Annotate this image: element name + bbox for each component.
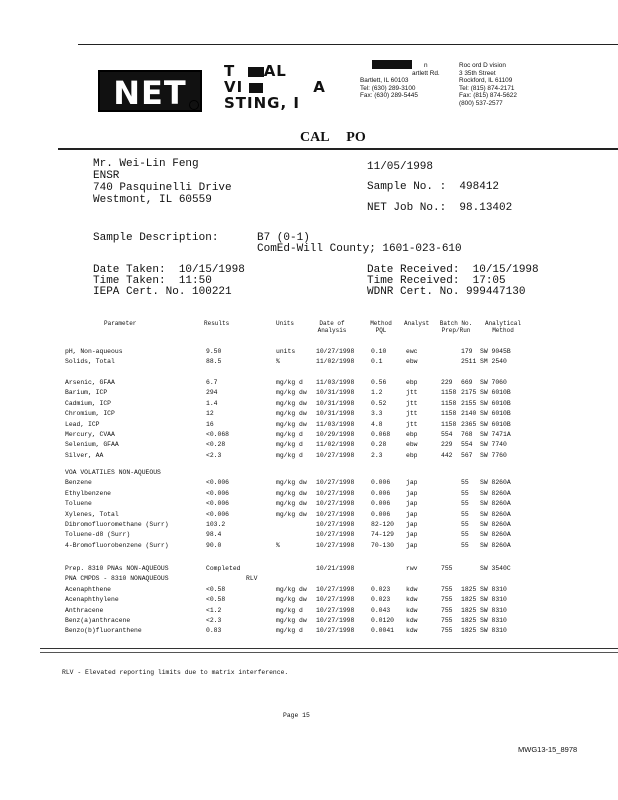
cell-parameter: Solids, Total xyxy=(65,358,115,366)
cell-result: 12 xyxy=(206,410,214,418)
cell-method: SW 7060 xyxy=(480,379,507,386)
cell-pql: 0.006 xyxy=(371,479,391,487)
iepa-cert: IEPA Cert. No. 100221 xyxy=(93,286,232,298)
time-received: Time Received: 17:05 xyxy=(367,275,506,287)
cell-parameter: Acenaphthylene xyxy=(65,596,119,604)
cell-units: mg/kg dw xyxy=(276,596,307,604)
cell-result: 294 xyxy=(206,389,218,397)
title-rule xyxy=(58,148,618,150)
cell-batch-run: 1825 xyxy=(461,585,477,593)
sample-description-line1: B7 (0-1) xyxy=(257,232,310,244)
cell-pql: 0.0120 xyxy=(371,617,395,624)
cell-method: SW 8310 xyxy=(480,606,507,614)
cell-method: SW 8310 xyxy=(480,585,507,593)
cell-method: SW 8260A xyxy=(480,521,511,528)
date-taken: Date Taken: 10/15/1998 xyxy=(93,264,245,276)
cell-method: SW 6010B xyxy=(480,389,511,397)
cell-parameter: Cadmium, ICP xyxy=(65,399,112,407)
cell-analyst: jap xyxy=(406,531,418,539)
cell-parameter: Dibromofluoromethane (Surr) xyxy=(65,521,169,528)
table-row xyxy=(0,479,618,489)
cell-pql: 0.068 xyxy=(371,431,391,438)
cell-units: mg/kg dw xyxy=(276,617,307,624)
wdnr-cert: WDNR Cert. No. 999447130 xyxy=(367,286,526,298)
cell-units: mg/kg d xyxy=(276,627,303,635)
table-row xyxy=(0,358,618,368)
cell-batch-prep: 229 xyxy=(441,441,453,449)
cell-analyst: ebp xyxy=(406,431,418,438)
group-title-analyst: rwv xyxy=(406,565,418,572)
bartlett-address: n artlett Rd. Bartlett, IL 60103 Tel: (630) 289-3100 Fax: (630) 289-5445 xyxy=(360,62,440,100)
cell-parameter: Selenium, GFAA xyxy=(65,441,119,449)
cell-pql: 0.043 xyxy=(371,606,391,614)
table-row xyxy=(0,441,618,451)
cell-date: 11/03/1998 xyxy=(316,379,355,386)
cell-result: 98.4 xyxy=(206,531,222,539)
cell-date: 10/27/1998 xyxy=(316,617,355,624)
cell-units: mg/kg dw xyxy=(276,479,307,487)
cell-result: <0.58 xyxy=(206,585,226,593)
col-header-batch: Batch No. Prep/Run xyxy=(439,320,473,334)
cell-parameter: Chromium, ICP xyxy=(65,410,115,418)
group-title-result: Completed xyxy=(206,565,241,572)
table-row xyxy=(0,596,618,606)
cell-analyst: jtt xyxy=(406,420,418,428)
cell-units: mg/kg d xyxy=(276,431,303,438)
cell-analyst: jap xyxy=(406,541,418,549)
cell-batch-prep: 229 xyxy=(441,379,453,386)
client-company: ENSR xyxy=(93,170,120,182)
cell-batch-run: 2140 xyxy=(461,410,477,418)
table-row xyxy=(0,627,618,637)
cell-units: mg/kg dw xyxy=(276,500,307,508)
cell-batch-prep: 755 xyxy=(441,585,453,593)
cell-parameter: 4-Bromofluorobenzene (Surr) xyxy=(65,541,169,549)
group-subtitle-text: PNA CMPDS - 8310 NONAQUEOUS xyxy=(65,575,169,583)
cell-parameter: Toluene xyxy=(65,500,92,508)
table-row xyxy=(0,421,618,431)
job-no: NET Job No.: 98.13402 xyxy=(367,202,513,214)
cell-batch-run: 179 xyxy=(461,348,473,355)
cell-result: <2.3 xyxy=(206,617,222,624)
footer-rule-2 xyxy=(40,652,618,653)
cell-pql: 1.2 xyxy=(371,389,383,397)
cell-date: 10/31/1998 xyxy=(316,399,355,407)
table-row xyxy=(0,617,618,627)
client-street: 740 Pasquinelli Drive xyxy=(93,182,232,194)
group-subtitle-note: RLV xyxy=(246,575,258,583)
logo-text: NET xyxy=(113,74,187,112)
letterhead-rule xyxy=(78,44,618,45)
cell-parameter: Benz(a)anthracene xyxy=(65,617,131,624)
cell-pql: 74-129 xyxy=(371,531,395,539)
col-header-method-pql: Method PQL xyxy=(370,320,392,334)
footnote: RLV - Elevated reporting limits due to matrix interference. xyxy=(62,669,289,676)
cell-result: <0.006 xyxy=(206,479,230,487)
cell-analyst: ewc xyxy=(406,348,418,355)
cell-units: mg/kg d xyxy=(276,451,303,459)
cell-method: SW 8260A xyxy=(480,531,511,539)
cell-pql: 0.023 xyxy=(371,596,391,604)
cell-batch-run: 2511 xyxy=(461,358,477,366)
cell-analyst: jap xyxy=(406,521,418,528)
cell-batch-run: 768 xyxy=(461,431,473,438)
footer-rule xyxy=(40,648,618,649)
cell-analyst: jap xyxy=(406,500,418,508)
cell-date: 10/27/1998 xyxy=(316,627,355,635)
group-title-batch: 755 xyxy=(441,565,453,572)
cell-analyst: ebp xyxy=(406,451,418,459)
cell-pql: 70-130 xyxy=(371,541,395,549)
cell-analyst: ebw xyxy=(406,441,418,449)
cell-pql: 0.28 xyxy=(371,441,387,449)
cell-units: % xyxy=(276,541,280,549)
cell-pql: 3.3 xyxy=(371,410,383,418)
rockford-address: Roc ord D vision 3 35th Street Rockford, IL 61109 Tel: (815) 874-2171 Fax: (815) 874-5622 (800) 537-2577 xyxy=(459,62,517,107)
cell-batch-run: 55 xyxy=(461,541,469,549)
cell-batch-prep: 755 xyxy=(441,627,453,635)
cell-batch-prep: 1158 xyxy=(441,410,457,418)
cell-pql: 0.10 xyxy=(371,348,387,355)
table-row xyxy=(0,542,618,552)
cell-parameter: Acenaphthene xyxy=(65,585,112,593)
table-row xyxy=(0,389,618,399)
cell-units: mg/kg d xyxy=(276,606,303,614)
cell-batch-run: 1825 xyxy=(461,627,477,635)
cell-analyst: ebp xyxy=(406,379,418,386)
cell-date: 10/27/1998 xyxy=(316,606,355,614)
col-header-date: Date of Analysis xyxy=(317,320,347,334)
cell-units: mg/kg d xyxy=(276,441,303,449)
cell-batch-prep: 442 xyxy=(441,451,453,459)
cell-result: 16 xyxy=(206,420,214,428)
cell-analyst: kdw xyxy=(406,585,418,593)
cell-result: <0.28 xyxy=(206,441,226,449)
cell-parameter: Mercury, CVAA xyxy=(65,431,115,438)
cell-batch-run: 2365 xyxy=(461,420,477,428)
cell-method: SW 8260A xyxy=(480,510,511,518)
cell-method: SW 6010B xyxy=(480,410,511,418)
table-row xyxy=(0,348,618,358)
cell-pql: 0.006 xyxy=(371,489,391,497)
cell-batch-run: 669 xyxy=(461,379,473,386)
cell-batch-run: 1825 xyxy=(461,596,477,604)
cell-method: SW 8260A xyxy=(480,500,511,508)
cell-analyst: jap xyxy=(406,479,418,487)
cell-result: 9.50 xyxy=(206,348,222,355)
cell-parameter: Benzene xyxy=(65,479,92,487)
cell-parameter: Xylenes, Total xyxy=(65,510,119,518)
cell-result: 88.5 xyxy=(206,358,222,366)
cell-batch-run: 55 xyxy=(461,521,469,528)
cell-analyst: jap xyxy=(406,510,418,518)
cell-batch-run: 55 xyxy=(461,500,469,508)
cell-method: SW 6010B xyxy=(480,399,511,407)
cell-batch-run: 55 xyxy=(461,510,469,518)
cell-pql: 0.006 xyxy=(371,500,391,508)
cell-result: 0.83 xyxy=(206,627,222,635)
group-title-method: SW 3540C xyxy=(480,565,511,572)
cell-batch-prep: 755 xyxy=(441,617,453,624)
cell-date: 11/02/1998 xyxy=(316,441,355,449)
cell-parameter: Lead, ICP xyxy=(65,420,100,428)
group-subtitle xyxy=(0,575,618,585)
client-name: Mr. Wei-Lin Feng xyxy=(93,158,199,170)
cell-result: 90.0 xyxy=(206,541,222,549)
cell-batch-run: 1825 xyxy=(461,617,477,624)
sample-no: Sample No. : 498412 xyxy=(367,181,500,193)
cell-result: <0.58 xyxy=(206,596,226,604)
cell-date: 10/31/1998 xyxy=(316,410,355,418)
cell-units: mg/kg d xyxy=(276,379,303,386)
cell-result: <0.068 xyxy=(206,431,230,438)
cell-analyst: ebw xyxy=(406,358,418,366)
cell-batch-run: 554 xyxy=(461,441,473,449)
company-name-line2: VI A xyxy=(224,78,326,96)
cell-analyst: kdw xyxy=(406,606,418,614)
cell-date: 10/27/1998 xyxy=(316,451,355,459)
cell-method: SW 9045B xyxy=(480,348,511,355)
client-city: Westmont, IL 60559 xyxy=(93,194,212,206)
cell-batch-run: 2155 xyxy=(461,399,477,407)
net-logo xyxy=(98,70,202,112)
cell-method: SW 8310 xyxy=(480,596,507,604)
cell-analyst: jtt xyxy=(406,399,418,407)
col-header-analytical-method: Analytical Method xyxy=(484,320,521,334)
cell-analyst: jtt xyxy=(406,410,418,418)
cell-result: <0.006 xyxy=(206,500,230,508)
cell-date: 10/27/1998 xyxy=(316,348,355,355)
cell-parameter: Benzo(b)fluoranthene xyxy=(65,627,142,635)
table-row xyxy=(0,521,618,531)
cell-analyst: kdw xyxy=(406,627,418,635)
cell-batch-run: 55 xyxy=(461,531,469,539)
cell-units: % xyxy=(276,358,280,366)
cell-date: 10/29/1998 xyxy=(316,431,355,438)
cell-pql: 2.3 xyxy=(371,451,383,459)
col-header-results: Results xyxy=(204,320,230,327)
cell-batch-prep: 554 xyxy=(441,431,453,438)
cell-result: <0.006 xyxy=(206,489,230,497)
cell-result: 1.4 xyxy=(206,399,218,407)
cell-result: 103.2 xyxy=(206,521,226,528)
cell-analyst: jap xyxy=(406,489,418,497)
cell-units: mg/kg dw xyxy=(276,399,307,407)
sample-description-label: Sample Description: xyxy=(93,232,219,244)
cell-batch-prep: 1158 xyxy=(441,399,457,407)
col-header-units: Units xyxy=(276,320,295,327)
cell-analyst: kdw xyxy=(406,596,418,604)
table-row xyxy=(0,500,618,510)
table-row xyxy=(0,452,618,462)
cell-result: <2.3 xyxy=(206,451,222,459)
table-row xyxy=(0,586,618,596)
date-received: Date Received: 10/15/1998 xyxy=(367,264,539,276)
table-row xyxy=(0,431,618,441)
table-row xyxy=(0,379,618,389)
cell-units: units xyxy=(276,348,296,355)
cell-date: 10/27/1998 xyxy=(316,479,355,487)
cell-date: 10/27/1998 xyxy=(316,541,355,549)
cell-parameter: Barium, ICP xyxy=(65,389,108,397)
cell-batch-run: 55 xyxy=(461,489,469,497)
time-taken: Time Taken: 11:50 xyxy=(93,275,212,287)
cell-pql: 0.0041 xyxy=(371,627,395,635)
cell-method: SW 7740 xyxy=(480,441,507,449)
cell-units: mg/kg dw xyxy=(276,585,307,593)
col-header-parameter: Parameter xyxy=(104,320,137,327)
cell-parameter: Silver, AA xyxy=(65,451,104,459)
cell-method: SM 2540 xyxy=(480,358,507,366)
cell-date: 10/27/1998 xyxy=(316,596,355,604)
page-number: Page 15 xyxy=(283,712,310,719)
cell-date: 10/27/1998 xyxy=(316,585,355,593)
group-title-text: Prep. 8310 PNAs NON-AQUEOUS xyxy=(65,565,169,572)
cell-date: 11/02/1998 xyxy=(316,358,355,366)
cell-batch-prep: 755 xyxy=(441,596,453,604)
cell-batch-prep: 1158 xyxy=(441,389,457,397)
cell-units: mg/kg dw xyxy=(276,389,307,397)
cell-pql: 0.1 xyxy=(371,358,383,366)
company-name-line1: T AL xyxy=(224,62,287,80)
cell-parameter: Toluene-d8 (Surr) xyxy=(65,531,131,539)
sample-description-line2: ComEd-Will County; 1601-023-610 xyxy=(257,243,462,255)
report-title: CAL PO xyxy=(300,130,366,145)
cell-date: 10/31/1998 xyxy=(316,389,355,397)
cell-units: mg/kg dw xyxy=(276,420,307,428)
table-row xyxy=(0,490,618,500)
cell-result: <0.006 xyxy=(206,510,230,518)
cell-pql: 4.8 xyxy=(371,420,383,428)
cell-result: <1.2 xyxy=(206,606,222,614)
cell-batch-prep: 1158 xyxy=(441,420,457,428)
cell-date: 10/27/1998 xyxy=(316,500,355,508)
cell-pql: 0.56 xyxy=(371,379,387,386)
cell-result: 6.7 xyxy=(206,379,218,386)
cell-date: 10/27/1998 xyxy=(316,531,355,539)
cell-batch-prep: 755 xyxy=(441,606,453,614)
document-id: MWG13-15_8978 xyxy=(518,745,578,754)
cell-method: SW 8260A xyxy=(480,489,511,497)
group-title xyxy=(0,469,618,479)
cell-pql: 0.006 xyxy=(371,510,391,518)
company-name-line3: STING, I xyxy=(224,94,300,112)
cell-method: SW 8310 xyxy=(480,617,507,624)
cell-pql: 82-120 xyxy=(371,521,395,528)
table-row xyxy=(0,410,618,420)
cell-method: SW 8260A xyxy=(480,541,511,549)
cell-date: 11/03/1998 xyxy=(316,420,355,428)
cell-method: SW 7760 xyxy=(480,451,507,459)
table-row xyxy=(0,531,618,541)
cell-units: mg/kg dw xyxy=(276,489,307,497)
cell-analyst: kdw xyxy=(406,617,418,624)
cell-batch-run: 2175 xyxy=(461,389,477,397)
group-title xyxy=(0,565,618,575)
group-title-text: VOA VOLATILES NON-AQUEOUS xyxy=(65,469,161,476)
group-title-date: 10/21/1998 xyxy=(316,565,355,572)
cell-date: 10/27/1998 xyxy=(316,521,355,528)
cell-parameter: Arsenic, GFAA xyxy=(65,379,115,386)
cell-batch-run: 55 xyxy=(461,479,469,487)
col-header-analyst: Analyst xyxy=(404,320,430,327)
cell-method: SW 6010B xyxy=(480,420,511,428)
table-row xyxy=(0,511,618,521)
cell-parameter: pH, Non-aqueous xyxy=(65,348,123,355)
cell-units: mg/kg dw xyxy=(276,410,307,418)
cell-batch-run: 567 xyxy=(461,451,473,459)
table-row xyxy=(0,607,618,617)
cell-units: mg/kg dw xyxy=(276,510,307,518)
cell-pql: 0.023 xyxy=(371,585,391,593)
cell-analyst: jtt xyxy=(406,389,418,397)
cell-method: SW 8260A xyxy=(480,479,511,487)
cell-parameter: Ethylbenzene xyxy=(65,489,112,497)
cell-date: 10/27/1998 xyxy=(316,510,355,518)
cell-batch-run: 1825 xyxy=(461,606,477,614)
table-row xyxy=(0,400,618,410)
cell-pql: 0.52 xyxy=(371,399,387,407)
cell-date: 10/27/1998 xyxy=(316,489,355,497)
cell-method: SW 7471A xyxy=(480,431,511,438)
cell-method: SW 8310 xyxy=(480,627,507,635)
report-date: 11/05/1998 xyxy=(367,161,434,173)
cell-parameter: Anthracene xyxy=(65,606,104,614)
registered-mark-icon: R xyxy=(189,100,199,110)
